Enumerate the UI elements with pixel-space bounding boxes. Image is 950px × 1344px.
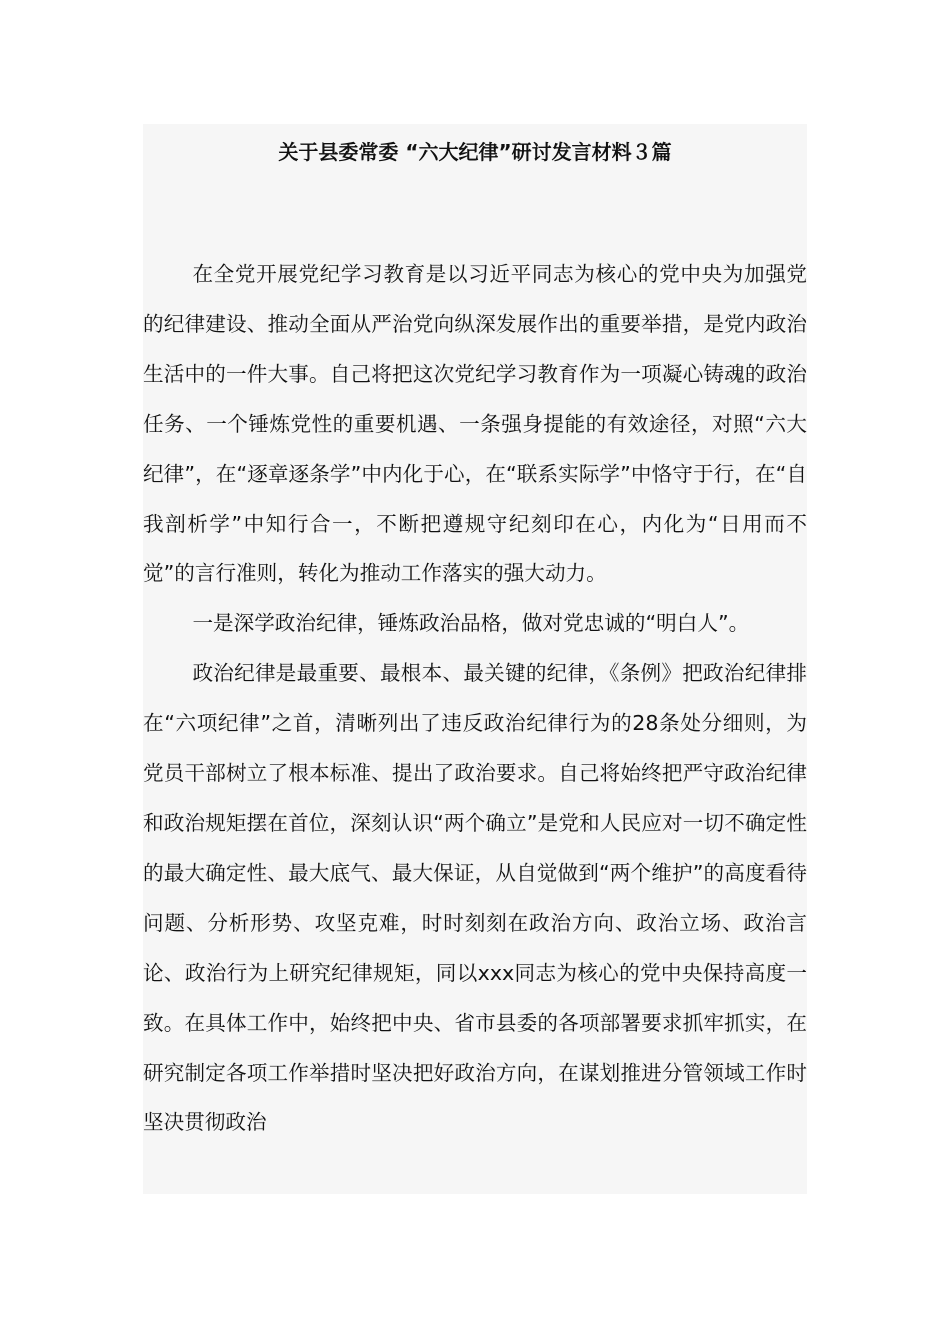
paragraph-intro: 在全党开展党纪学习教育是以习近平同志为核心的党中央为加强党的纪律建设、推动全面从严治党向纵深发展作出的重要举措，是党内政治生活中的一件大事。自己将把这次党纪学习教育作为一项凝心铸魂的政治任务、一个锤炼党性的重要机遇、一条强身提能的有效途径，对照“六大纪律”，在“逐章逐条学”中内化于心，在“联系实际学”中恪守于行，在“自我剖析学”中知行合一，不断把遵规守纪刻印在心，内化为“日用而不觉”的言行准则，转化为推动工作落实的强大动力。 xyxy=(143,262,807,586)
paragraph-political-discipline: 政治纪律是最重要、最根本、最关键的纪律，《条例》把政治纪律排在“六项纪律”之首，清晰列出了违反政治纪律行为的28条处分细则，为党员干部树立了根本标准、提出了政治要求。自己将始终把严守政治纪律和政治规矩摆在首位，深刻认识“两个确立”是党和人民应对一切不确定性的最大确定性、最大底气、最大保证，从自觉做到“两个维护”的高度看待问题、分析形势、攻坚克难，时时刻刻在政治方向、政治立场、政治言论、政治行为上研究纪律规矩，同以xxx同志为核心的党中央保持高度一致。在具体工作中，始终把中央、省市县委的各项部署要求抓牢抓实，在研究制定各项工作举措时坚决把好政治方向，在谋划推进分管领域工作时坚决贯彻政治 xyxy=(143,661,807,1135)
document-title: 关于县委常委 “六大纪律”研讨发言材料３篇 xyxy=(278,140,672,164)
document-page xyxy=(143,124,807,1194)
document-body xyxy=(143,250,807,1148)
paragraph-heading-one: 一是深学政治纪律，锤炼政治品格，做对党忠诚的“明白人”。 xyxy=(192,611,750,636)
